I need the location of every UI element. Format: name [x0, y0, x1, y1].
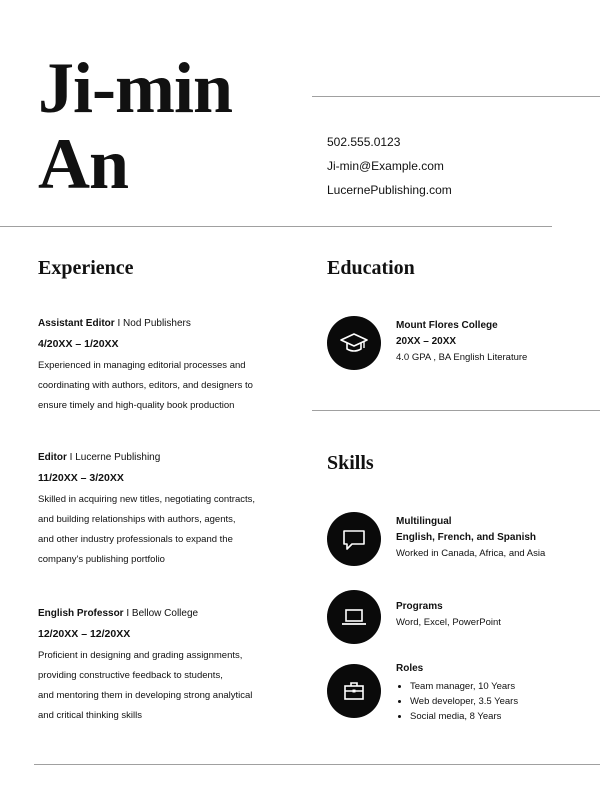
education-school: Mount Flores College — [396, 320, 498, 331]
skill-programs-list: Word, Excel, PowerPoint — [396, 617, 501, 628]
skills-heading: Skills — [327, 452, 374, 474]
divider-bottom — [34, 764, 600, 765]
education-entry — [396, 318, 596, 366]
experience-entry — [38, 316, 288, 416]
job-title-line — [38, 316, 288, 332]
briefcase-glyph — [339, 676, 369, 706]
job-separator: I — [114, 318, 124, 329]
name-last: An — [38, 124, 129, 204]
contact-info — [327, 130, 452, 202]
skill-title: Multilingual — [396, 516, 452, 527]
job-description-line: coordinating with authors, editors, and designers to — [38, 380, 253, 391]
roles-list — [396, 679, 596, 724]
graduation-cap-glyph — [339, 328, 369, 358]
job-separator: I — [123, 608, 132, 619]
experience-heading: Experience — [38, 257, 134, 279]
skill-title: Programs — [396, 601, 443, 612]
job-description-line: and building relationships with authors, agents, — [38, 514, 236, 525]
job-description — [38, 490, 288, 570]
job-description-line: and critical thinking skills — [38, 710, 143, 721]
job-description-line: ensure timely and high-quality book production — [38, 400, 235, 411]
job-company: Nod Publishers — [123, 318, 191, 329]
laptop-icon — [327, 590, 381, 644]
job-description-line: Proficient in designing and grading assignments, — [38, 650, 243, 661]
divider-education — [312, 410, 600, 411]
job-description — [38, 646, 288, 726]
name-first: Ji-min — [38, 48, 233, 128]
job-company: Bellow College — [131, 608, 199, 619]
job-role: English Professor — [38, 608, 124, 619]
divider-top — [312, 96, 600, 97]
divider-header — [0, 226, 552, 227]
job-dates: 4/20XX – 1/20XX — [38, 338, 119, 350]
job-dates: 11/20XX – 3/20XX — [38, 472, 124, 484]
job-title-line — [38, 606, 288, 622]
education-dates: 20XX – 20XX — [396, 336, 457, 347]
list-item: Social media, 8 Years — [396, 709, 596, 724]
skill-languages: English, French, and Spanish — [396, 532, 537, 543]
job-description-line: Skilled in acquiring new titles, negotiating contracts, — [38, 494, 256, 505]
job-role: Assistant Editor — [38, 318, 115, 329]
applicant-name — [38, 50, 232, 202]
job-description-line: Experienced in managing editorial processes and — [38, 360, 246, 371]
job-description — [38, 356, 288, 416]
contact-email[interactable]: Ji-min@Example.com — [327, 159, 444, 173]
speech-bubble-glyph — [339, 524, 369, 554]
contact-phone: 502.555.0123 — [327, 135, 401, 149]
skill-title: Roles — [396, 663, 424, 674]
job-dates: 12/20XX – 12/20XX — [38, 628, 131, 640]
skill-programs — [396, 599, 596, 631]
list-item: Team manager, 10 Years — [396, 679, 596, 694]
skill-detail: Worked in Canada, Africa, and Asia — [396, 548, 546, 559]
skill-roles — [396, 661, 596, 724]
list-item: Web developer, 3.5 Years — [396, 694, 596, 709]
skill-multilingual — [396, 514, 596, 562]
laptop-glyph — [339, 602, 369, 632]
contact-website[interactable]: LucernePublishing.com — [327, 183, 452, 197]
job-title-line — [38, 450, 288, 466]
job-description-line: providing constructive feedback to students, — [38, 670, 223, 681]
job-description-line: company's publishing portfolio — [38, 554, 165, 565]
speech-bubble-icon — [327, 512, 381, 566]
briefcase-icon — [327, 664, 381, 718]
education-heading: Education — [327, 257, 415, 279]
experience-entry — [38, 606, 288, 726]
job-role: Editor — [38, 452, 67, 463]
job-description-line: and mentoring them in developing strong analytical — [38, 690, 253, 701]
graduation-cap-icon — [327, 316, 381, 370]
education-detail: 4.0 GPA , BA English Literature — [396, 352, 528, 363]
job-separator: I — [66, 452, 76, 463]
experience-entry — [38, 450, 288, 570]
job-company: Lucerne Publishing — [75, 452, 161, 463]
job-description-line: and other industry professionals to expand the — [38, 534, 233, 545]
